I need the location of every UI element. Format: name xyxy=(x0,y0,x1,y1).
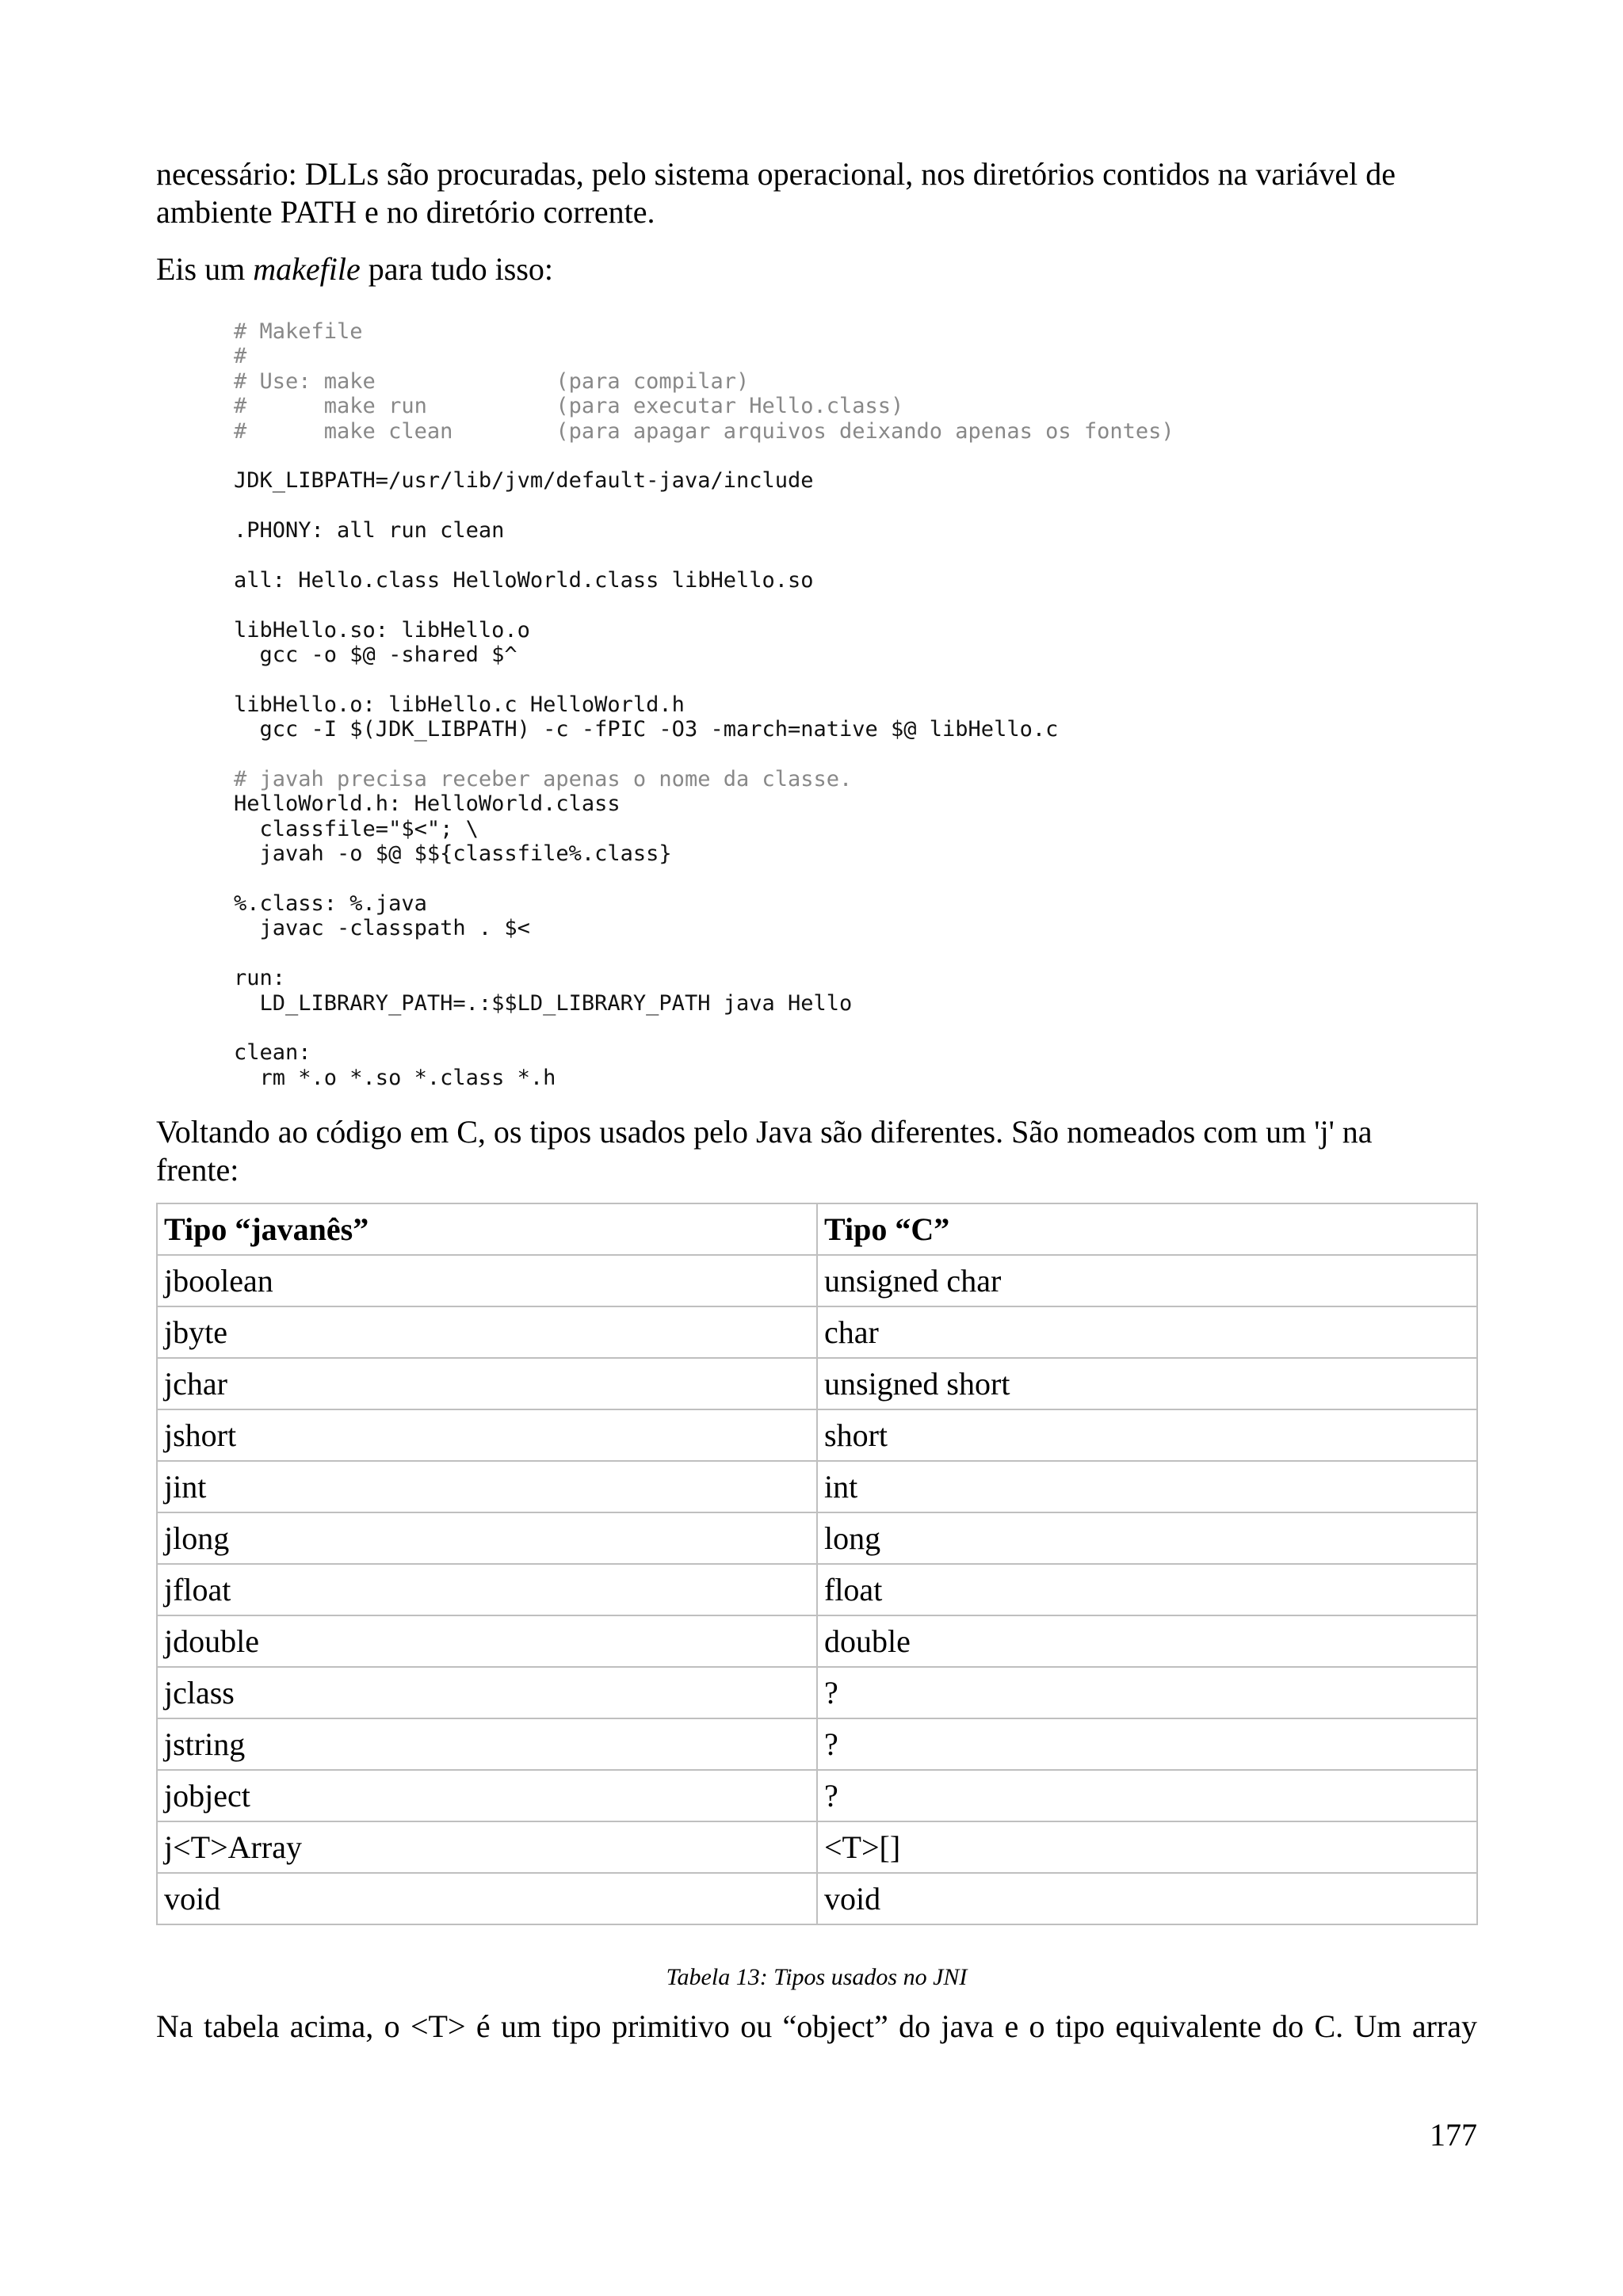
code-line: javah -o $@ $${classfile%.class} xyxy=(234,841,672,867)
paragraph-line: Voltando ao código em C, os tipos usados pelo Java são diferentes. São nomeados com um 'j' na xyxy=(156,1114,1373,1150)
code-line: .PHONY: all run clean xyxy=(234,518,505,543)
code-line xyxy=(234,543,1174,568)
text-run: para tudo isso: xyxy=(360,251,554,287)
table-row xyxy=(157,1255,1477,1306)
text-run: Eis um xyxy=(156,251,254,287)
code-line xyxy=(234,494,1174,518)
table-row xyxy=(157,1718,1477,1770)
table-header-row xyxy=(157,1203,1477,1255)
code-line xyxy=(234,867,1174,891)
table-body xyxy=(157,1255,1477,1924)
table-row xyxy=(157,1564,1477,1615)
cell-java-type: j<T>Array xyxy=(157,1821,817,1873)
cell-java-type: jlong xyxy=(157,1512,817,1564)
code-comment-line: # Use: make (para compilar) xyxy=(234,368,750,394)
table-row xyxy=(157,1306,1477,1358)
cell-c-type: long xyxy=(817,1512,1477,1564)
code-line: HelloWorld.h: HelloWorld.class xyxy=(234,791,621,817)
cell-java-type: void xyxy=(157,1873,817,1924)
column-header-java-type: Tipo “javanês” xyxy=(157,1203,817,1255)
code-line xyxy=(234,1016,1174,1040)
code-line: all: Hello.class HelloWorld.class libHello.so xyxy=(234,567,814,593)
cell-java-type: jboolean xyxy=(157,1255,817,1306)
code-line: JDK_LIBPATH=/usr/lib/jvm/default-java/include xyxy=(234,468,814,494)
cell-java-type: jbyte xyxy=(157,1306,817,1358)
table-row xyxy=(157,1770,1477,1821)
cell-c-type: <T>[] xyxy=(817,1821,1477,1873)
code-comment-line: # make run (para executar Hello.class) xyxy=(234,394,904,419)
table-row xyxy=(157,1512,1477,1564)
cell-c-type: char xyxy=(817,1306,1477,1358)
code-line xyxy=(234,742,1174,767)
cell-c-type: float xyxy=(817,1564,1477,1615)
paragraph-line: necessário: DLLs são procuradas, pelo sistema operacional, nos diretórios contidos na variável de xyxy=(156,156,1396,192)
code-comment-line: # javah precisa receber apenas o nome da classe. xyxy=(234,767,853,792)
table-row xyxy=(157,1873,1477,1924)
cell-c-type: int xyxy=(817,1461,1477,1512)
page-number: 177 xyxy=(1430,2117,1477,2153)
code-line: %.class: %.java xyxy=(234,891,427,916)
table-row xyxy=(157,1821,1477,1873)
code-comment-line: # xyxy=(234,344,247,369)
paragraph-types-intro xyxy=(156,1113,1477,1189)
cell-java-type: jint xyxy=(157,1461,817,1512)
paragraph-line: frente: xyxy=(156,1152,239,1188)
paragraph-table-explanation: Na tabela acima, o <T> é um tipo primitivo ou “object” do java e o tipo equivalente do C. Um array xyxy=(156,2008,1477,2044)
cell-java-type: jstring xyxy=(157,1718,817,1770)
cell-c-type: double xyxy=(817,1615,1477,1667)
table-row xyxy=(157,1667,1477,1718)
cell-c-type: ? xyxy=(817,1770,1477,1821)
code-line xyxy=(234,444,1174,468)
cell-c-type: unsigned char xyxy=(817,1255,1477,1306)
code-line: run: xyxy=(234,966,286,991)
code-line: libHello.o: libHello.c HelloWorld.h xyxy=(234,692,685,717)
code-line xyxy=(234,593,1174,617)
table-row xyxy=(157,1358,1477,1409)
italic-text: makefile xyxy=(253,251,361,287)
code-line xyxy=(234,941,1174,966)
code-line: libHello.so: libHello.o xyxy=(234,617,530,643)
code-line: rm *.o *.so *.class *.h xyxy=(234,1065,556,1090)
table-row xyxy=(157,1461,1477,1512)
code-comment-line: # make clean (para apagar arquivos deixando apenas os fontes) xyxy=(234,418,1174,444)
cell-c-type: short xyxy=(817,1409,1477,1461)
paragraph-dll-path xyxy=(156,155,1477,231)
paragraph-line: ambiente PATH e no diretório corrente. xyxy=(156,194,655,230)
cell-java-type: jshort xyxy=(157,1409,817,1461)
cell-c-type: unsigned short xyxy=(817,1358,1477,1409)
cell-java-type: jobject xyxy=(157,1770,817,1821)
table-row xyxy=(157,1615,1477,1667)
code-line: gcc -I $(JDK_LIBPATH) -c -fPIC -O3 -march=native $@ libHello.c xyxy=(234,717,1059,742)
code-line: LD_LIBRARY_PATH=.:$$LD_LIBRARY_PATH java Hello xyxy=(234,990,853,1016)
cell-c-type: void xyxy=(817,1873,1477,1924)
code-line: javac -classpath . $< xyxy=(234,916,530,941)
cell-java-type: jfloat xyxy=(157,1564,817,1615)
cell-c-type: ? xyxy=(817,1718,1477,1770)
makefile-code-block xyxy=(234,319,1174,1090)
cell-c-type: ? xyxy=(817,1667,1477,1718)
code-line: classfile="$<"; \ xyxy=(234,816,479,841)
table-row xyxy=(157,1409,1477,1461)
jni-types-table xyxy=(156,1203,1478,1925)
column-header-c-type: Tipo “C” xyxy=(817,1203,1477,1255)
cell-java-type: jchar xyxy=(157,1358,817,1409)
paragraph-makefile-intro xyxy=(156,250,1477,288)
cell-java-type: jdouble xyxy=(157,1615,817,1667)
code-line xyxy=(234,667,1174,692)
code-comment-line: # Makefile xyxy=(234,319,363,344)
table-caption: Tabela 13: Tipos usados no JNI xyxy=(666,1964,968,1990)
code-line: gcc -o $@ -shared $^ xyxy=(234,643,517,668)
code-line: clean: xyxy=(234,1040,311,1066)
cell-java-type: jclass xyxy=(157,1667,817,1718)
